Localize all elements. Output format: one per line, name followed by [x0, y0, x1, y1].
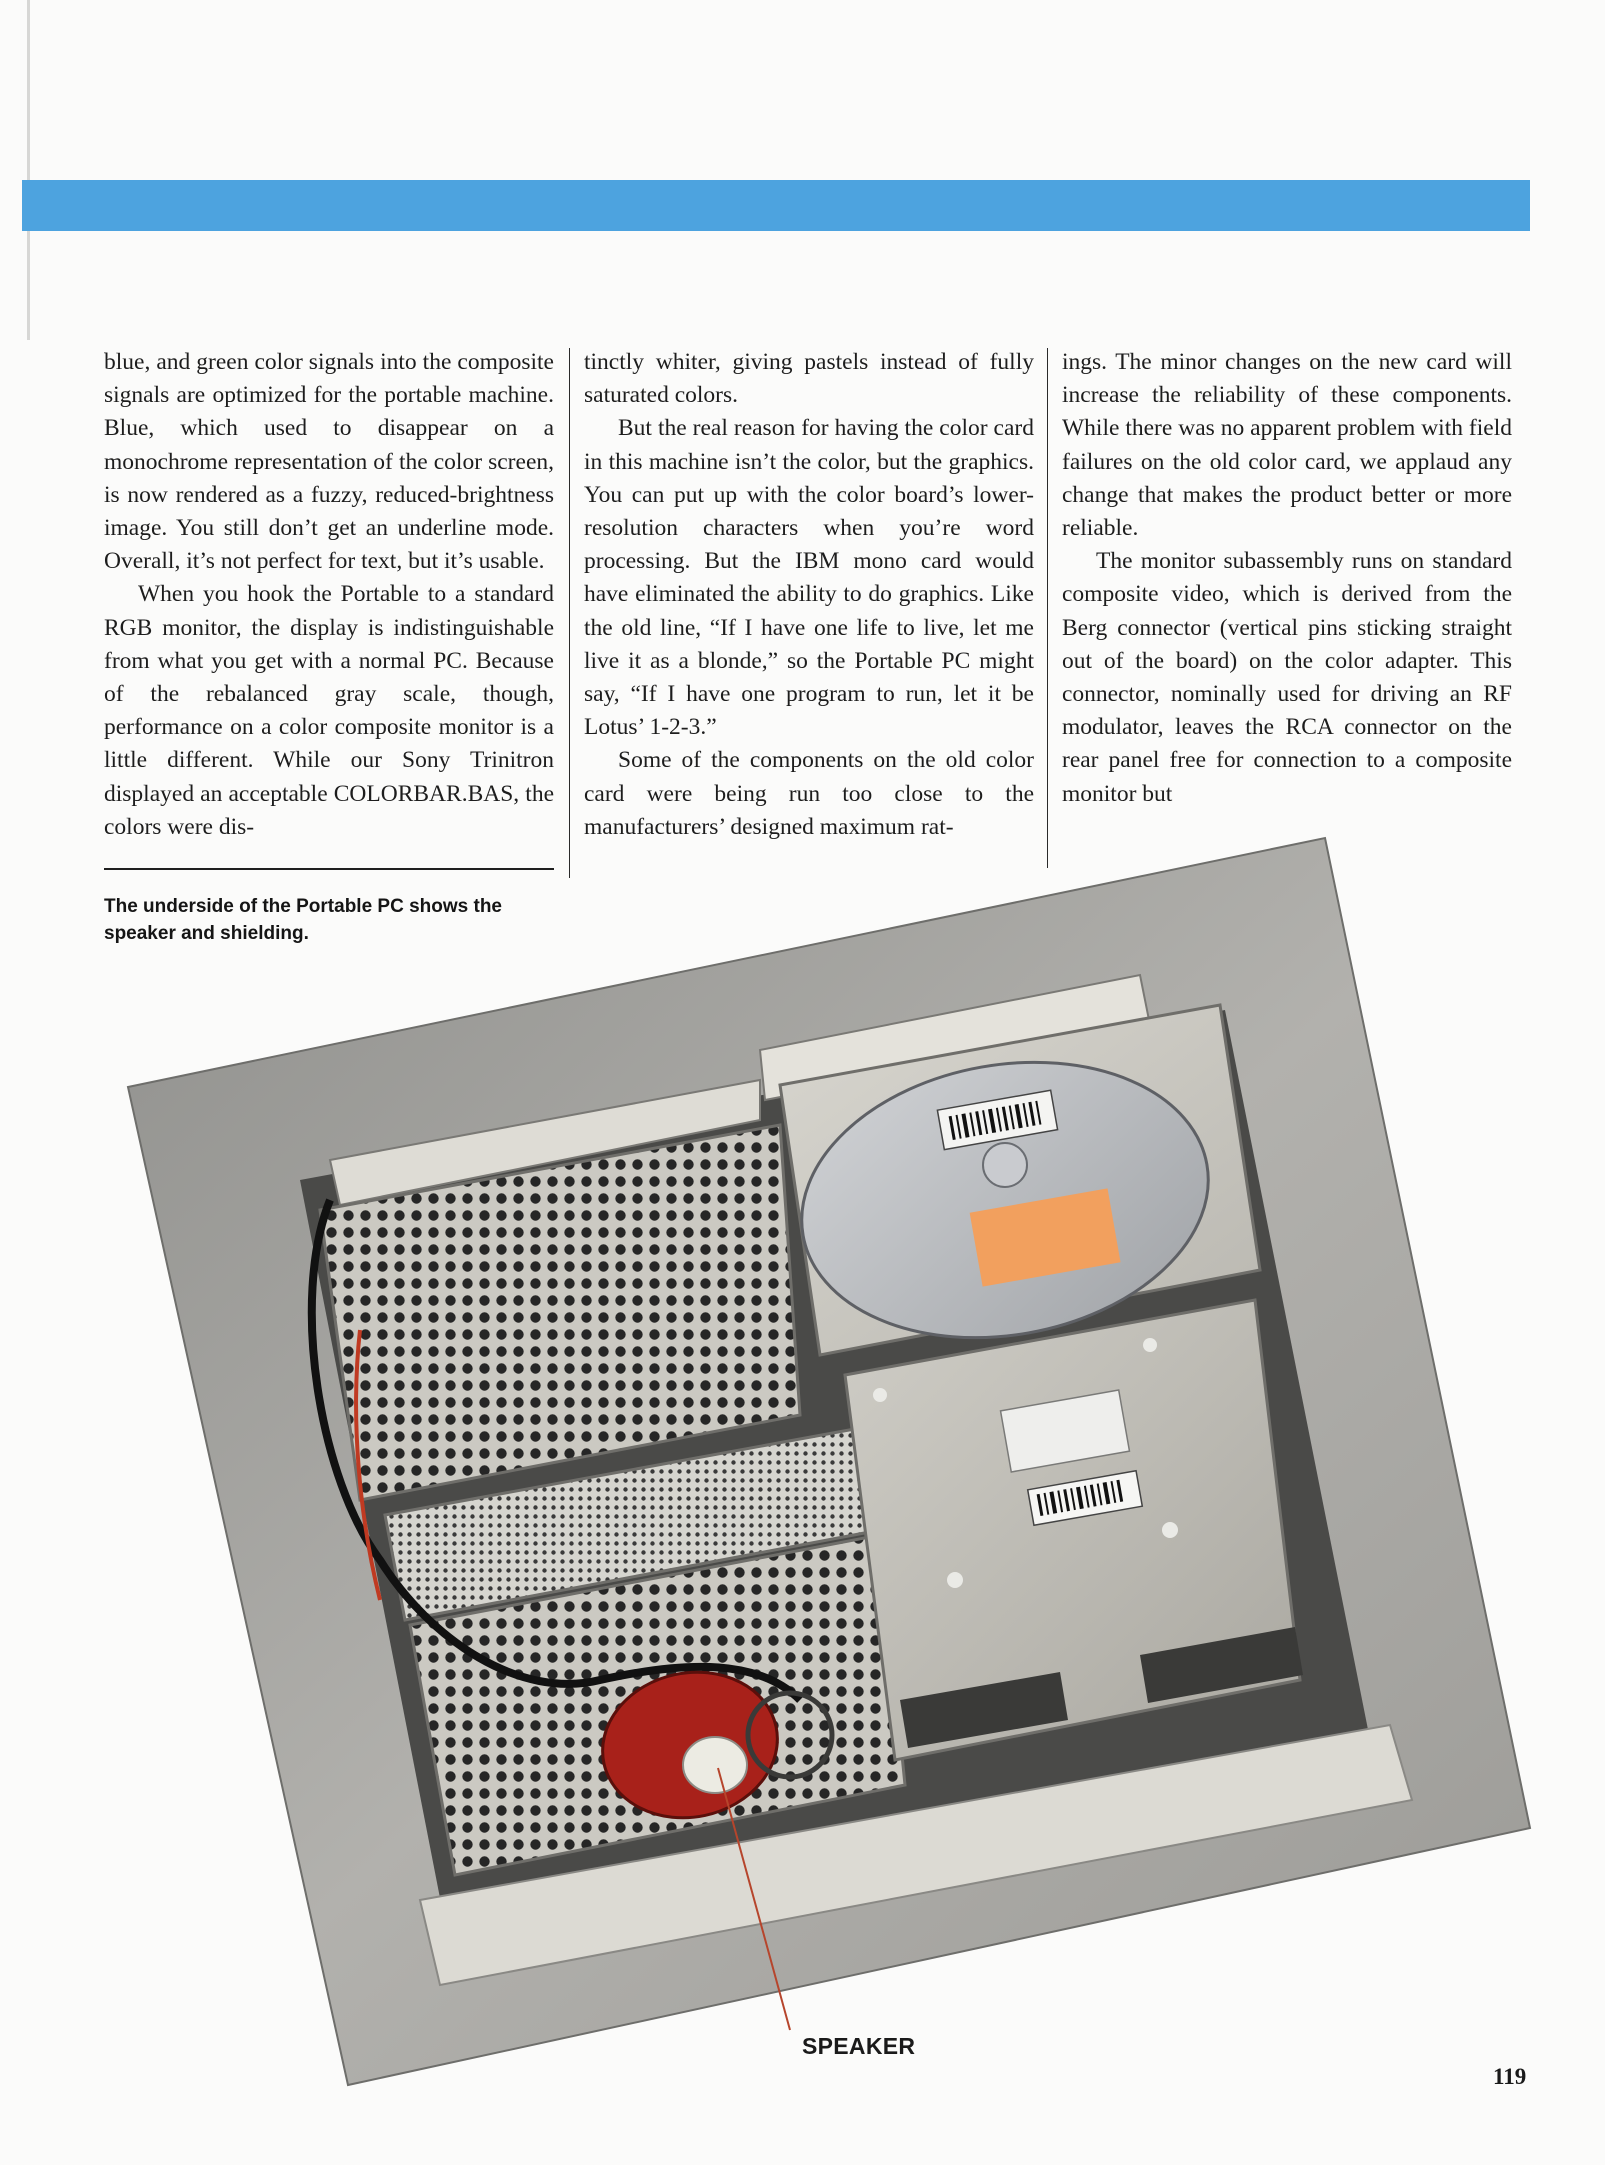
paragraph: tinctly whiter, giving pastels instead of fully saturated colors.: [584, 349, 1034, 409]
screw: [1162, 1522, 1178, 1538]
screw: [1143, 1338, 1157, 1352]
page-number: 119: [1493, 2064, 1527, 2089]
paragraph: Some of the components on the old color card were being run too close to the manufacturers’ designed maximum rat-: [584, 747, 1034, 840]
lower-drive-plate: [845, 1300, 1300, 1760]
figure-caption: The underside of the Portable PC shows the speaker and shielding.: [104, 896, 502, 944]
drive-hub: [983, 1143, 1027, 1187]
screw: [873, 1388, 887, 1402]
paragraph: blue, and green color signals into the composite signals are optimized for the portable machine. Blue, which used to disappear on a monochrome representation of the color screen, is now rendered as a fuzzy, reduced-brightness image. You still don’t get an underline mode. Overall, it’s not perfect for text, but it’s usable.: [104, 349, 554, 575]
paragraph: But the real reason for having the color card in this machine isn’t the color, but the graphics. You can put up with the color board’s lower-resolution characters when you’re word processing. But the IBM mono card would have eliminated the ability to do graphics. Like the old line, “If I have one life to live, let me live it as a blonde,” so the Portable PC might say, “If I have one program to run, let it be Lotus’ 1-2-3.”: [584, 415, 1034, 741]
paragraph: ings. The minor changes on the new card will increase the reliability of these components. While there was no apparent problem with field failures on the old color card, we applaud any change that makes the product better or more reliable.: [1062, 349, 1512, 542]
screw: [947, 1572, 963, 1588]
paragraph: When you hook the Portable to a standard RGB monitor, the display is indistinguishable from what you get with a normal PC. Because of the rebalanced gray scale, though, performance on a color composite monitor is a little different. While our Sony Trinitron displayed an acceptable COLORBAR.BAS, the colors were dis-: [104, 581, 554, 840]
paragraph: The monitor subassembly runs on standard composite video, which is derived from the Berg connector (vertical pins sticking straight out of the board) on the color adapter. This connector, nominally used for driving an RF modulator, leaves the RCA connector on the rear panel free for connection to a composite monitor but: [1062, 548, 1512, 807]
speaker-magnet: [683, 1737, 747, 1793]
speaker-callout-label: SPEAKER: [802, 2033, 916, 2059]
